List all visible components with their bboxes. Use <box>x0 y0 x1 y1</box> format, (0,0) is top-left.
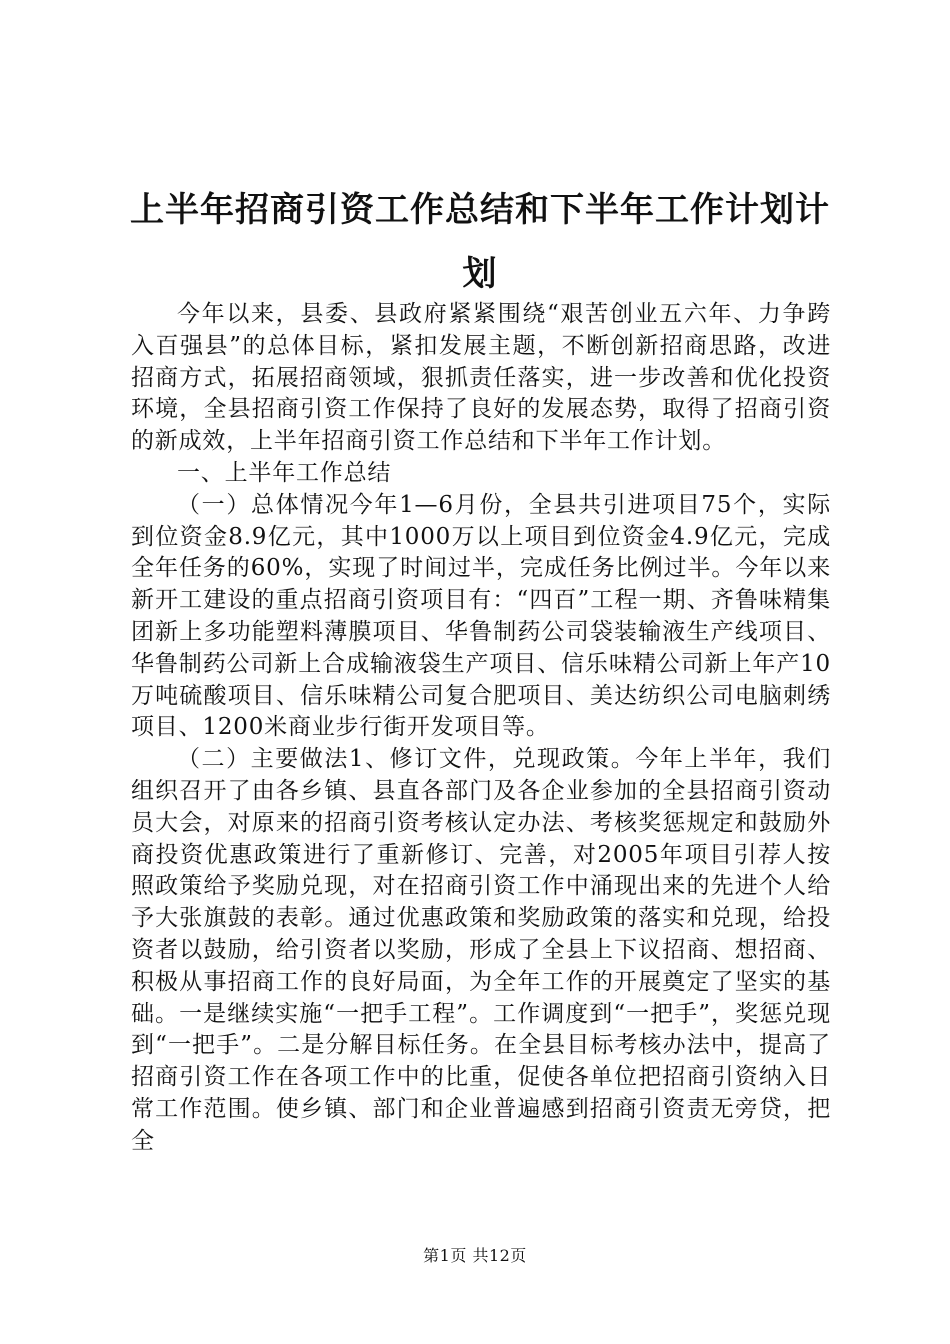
document-title: 上半年招商引资工作总结和下半年工作计划计划 <box>130 190 830 294</box>
overview-paragraph: （一）总体情况今年1—6月份，全县共引进项目75个，实际到位资金8.9亿元，其中1000万以上项目到位资金4.9亿元，完成全年任务的60%，实现了时间过半，完成任务比例过半。今年以来新开工建设的重点招商引资项目有：“四百”工程一期、齐鲁味精集团新上多功能塑料薄膜项目、华鲁制药公司袋装输液生产线项目、华鲁制药公司新上合成输液袋生产项目、信乐味精公司新上年产10万吨硫酸项目、信乐味精公司复合肥项目、美达纺织公司电脑刺绣项目、1200米商业步行街开发项目等。 <box>131 491 831 741</box>
page-number-footer: 第1页 共12页 <box>423 1246 527 1265</box>
section-heading: 一、上半年工作总结 <box>177 459 392 486</box>
methods-paragraph: （二）主要做法1、修订文件，兑现政策。今年上半年，我们组织召开了由各乡镇、县直各部门及各企业参加的全县招商引资动员大会，对原来的招商引资考核认定办法、考核奖惩规定和鼓励外商投资优惠政策进行了重新修订、完善，对2005年项目引荐人按照政策给予奖励兑现，对在招商引资工作中涌现出来的先进个人给予大张旗鼓的表彰。通过优惠政策和奖励政策的落实和兑现，给投资者以鼓励，给引资者以奖励，形成了全县上下议招商、想招商、积极从事招商工作的良好局面，为全年工作的开展奠定了坚实的基础。一是继续实施“一把手工程”。工作调度到“一把手”，奖惩兑现到“一把手”。二是分解目标任务。在全县目标考核办法中，提高了招商引资工作在各项工作中的比重，促使各单位把招商引资纳入日常工作范围。使乡镇、部门和企业普遍感到招商引资责无旁贷，把全 <box>131 746 831 1154</box>
document-body <box>131 299 831 1158</box>
intro-paragraph: 今年以来，县委、县政府紧紧围绕“艰苦创业五六年、力争跨入百强县”的总体目标，紧扣发展主题，不断创新招商思路，改进招商方式，拓展招商领域，狠抓责任落实，进一步改善和优化投资环境，全县招商引资工作保持了良好的发展态势，取得了招商引资的新成效，上半年招商引资工作总结和下半年工作计划。 <box>131 301 831 455</box>
